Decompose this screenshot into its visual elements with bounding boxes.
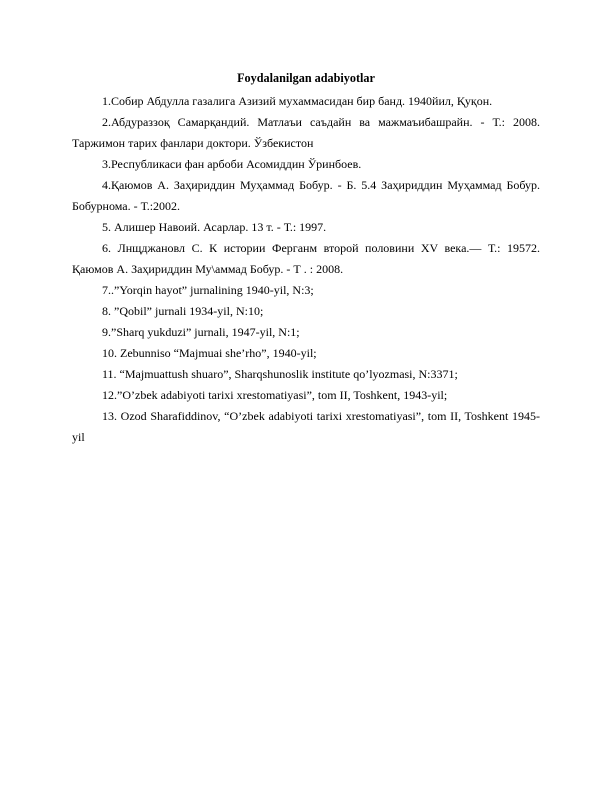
reference-item: 12.”O’zbek adabiyoti tarixi xrestomatiyasi”, tom II, Toshkent, 1943-yil; [102,388,448,402]
reference-item: 8. ”Qobil” jurnali 1934-yil, N:10; [102,304,264,318]
document-page [72,70,540,448]
reference-item: 3.Республикаси фан арбоби Асомиддин Ўринбоев. [102,157,362,171]
reference-item: 5. Алишер Навоий. Асарлар. 13 т. - Т.: 1997. [102,220,327,234]
reference-item: 4.Қаюмов А. Заҳириддин Муҳаммад Бобур. - Б. 5.4 Заҳириддин Муҳаммад Бобур. Бобурнома. - Т.:2002. [72,178,540,213]
reference-item: 7..”Yorqin hayot” jurnalining 1940-yil, N:3; [102,283,314,297]
reference-item: 11. “Majmuattush shuaro”, Sharqshunoslik institute qo’lyozmasi, N:3371; [102,367,458,381]
reference-item: 6. Лнщджановл С. К истории Ферганм второй половини XV века.— Т.: 19572. Қаюмов А. Заҳириддин Му\аммад Бобур. - Т . : 2008. [72,241,540,276]
reference-item: 10. Zebunniso “Majmuai she’rho”, 1940-yil; [102,346,317,360]
page-title: Foydalanilgan adabiyotlar [237,71,375,85]
reference-item: 2.Абдураззоқ Самарқандий. Матлаъи саъдайн ва мажмаъибашрайн. - Т.: 2008. Таржимон тарих фанлари доктори. Ўзбекистон [72,115,540,150]
reference-item: 13. Ozod Sharafiddinov, “O’zbek adabiyoti tarixi xrestomatiyasi”, tom II, Toshkent 1945-yil [72,409,540,444]
reference-item: 9.”Sharq yukduzi” jurnali, 1947-yil, N:1; [102,325,300,339]
reference-item: 1.Собир Абдулла газалига Азизий мухаммасидан бир банд. 1940йил, Қуқон. [102,94,493,108]
